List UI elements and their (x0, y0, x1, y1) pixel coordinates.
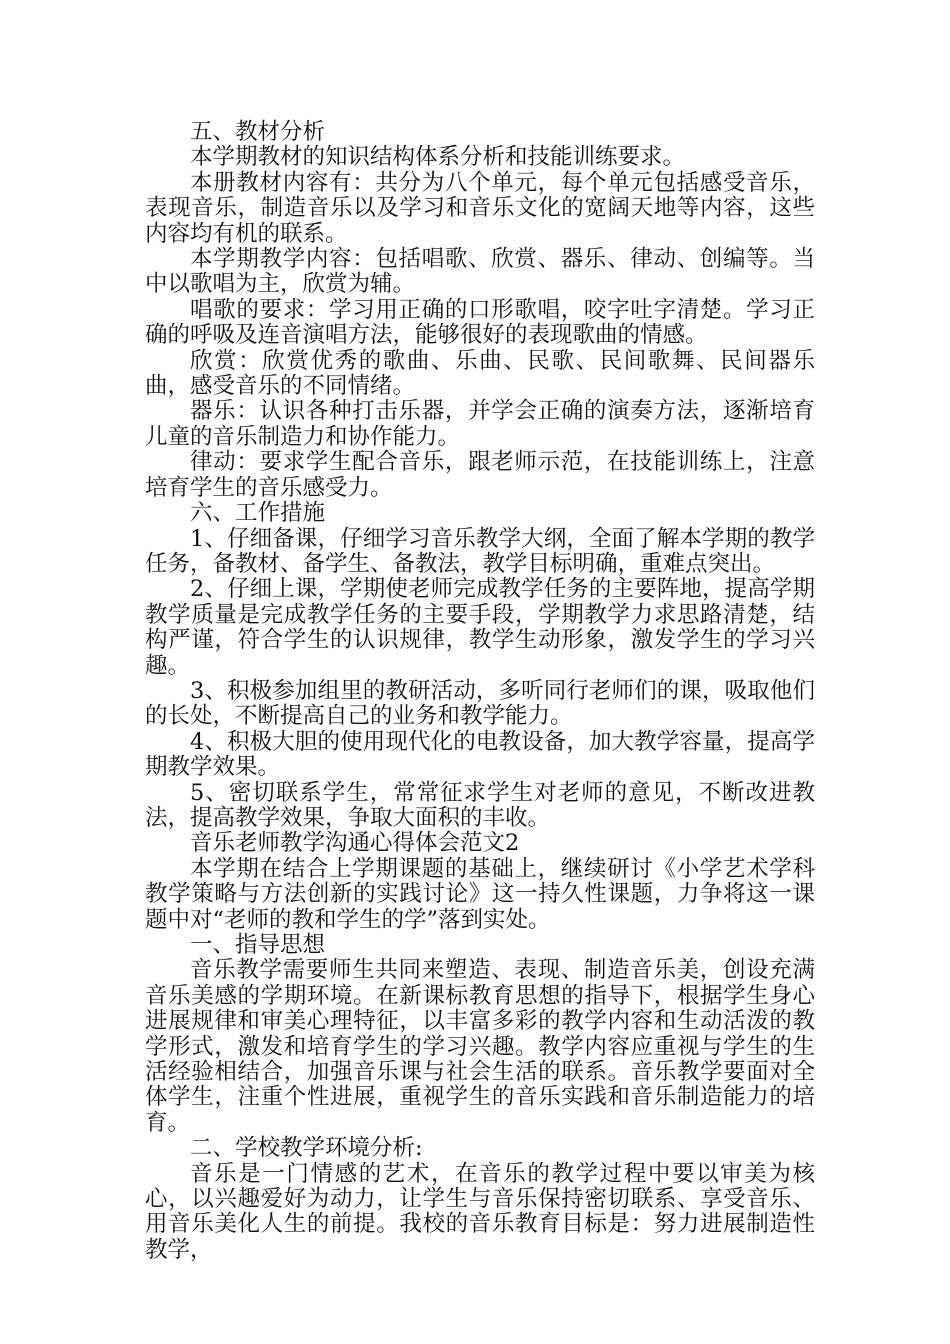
document-body (145, 120, 815, 1263)
list-item: 1、仔细备课，仔细学习音乐教学大纲，全面了解本学期的教学任务，备教材、备学生、备教法，教学目标明确，重难点突出。 (145, 525, 815, 577)
paragraph: 律动：要求学生配合音乐，跟老师示范，在技能训练上，注意培育学生的音乐感受力。 (145, 449, 815, 501)
list-item: 4、积极大胆的使用现代化的电教设备，加大教学容量，提高学期教学效果。 (145, 728, 815, 781)
article-title: 音乐老师教学沟通心得体会范文2 (190, 830, 520, 857)
paragraph: 欣赏：欣赏优秀的歌曲、乐曲、民歌、民间歌舞、民间器乐曲，感受音乐的不同情绪。 (145, 347, 815, 400)
paragraph: 器乐：认识各种打击乐器，并学会正确的演奏方法，逐渐培育儿童的音乐制造力和协作能力。 (145, 398, 815, 450)
section-heading-guiding-ideology: 一、指导思想 (190, 932, 326, 958)
paragraph: 本学期在结合上学期课题的基础上，继续研讨《小学艺术学科教学策略与方法创新的实践讨论》这一持久性课题，力争将这一课题中对“老师的教和学生的学”落到实处。 (145, 855, 815, 933)
section-heading-work-measures: 六、工作措施 (190, 500, 326, 527)
paragraph: 本学期教学内容：包括唱歌、欣赏、器乐、律动、创编等。当中以歌唱为主，欣赏为辅。 (145, 246, 815, 298)
paragraph: 音乐教学需要师生共同来塑造、表现、制造音乐美，创设充满音乐美感的学期环境。在新课标教育思想的指导下，根据学生身心进展规律和审美心理特征，以丰富多彩的教学内容和生动活泼的教学形式，激发和培育学生的学习兴趣。教学内容应重视与学生的生活经验相结合，加强音乐课与社会生活的联系。音乐教学要面对全体学生，注重个性进展，重视学生的音乐实践和音乐制造能力的培育。 (145, 957, 815, 1136)
list-item: 3、积极参加组里的教研活动，多听同行老师们的课，吸取他们的长处，不断提高自己的业务和教学能力。 (145, 677, 815, 730)
section-heading-textbook-analysis: 五、教材分析 (190, 119, 326, 145)
section-heading-school-environment: 二、学校教学环境分析: (190, 1135, 423, 1162)
list-item: 2、仔细上课，学期使老师完成教学任务的主要阵地，提高学期教学质量是完成教学任务的主要手段，学期教学力求思路清楚，结构严谨，符合学生的认识规律，教学生动形象，激发学生的学习兴趣。 (145, 576, 815, 679)
paragraph: 本学期教材的知识结构体系分析和技能训练要求。 (190, 144, 686, 171)
paragraph: 本册教材内容有：共分为八个单元，每个单元包括感受音乐，表现音乐，制造音乐以及学习和音乐文化的宽阔天地等内容，这些内容均有机的联系。 (145, 169, 815, 247)
paragraph: 唱歌的要求：学习用正确的口形歌唱，咬字吐字清楚。学习正确的呼吸及连音演唱方法，能够很好的表现歌曲的情感。 (145, 296, 815, 349)
list-item: 5、密切联系学生，常常征求学生对老师的意见，不断改进教法，提高教学效果，争取大面积的丰收。 (145, 779, 815, 831)
paragraph: 音乐是一门情感的艺术，在音乐的教学过程中要以审美为核心，以兴趣爱好为动力，让学生与音乐保持密切联系、享受音乐、用音乐美化人生的前提。我校的音乐教育目标是：努力进展制造性教学， (145, 1160, 815, 1263)
